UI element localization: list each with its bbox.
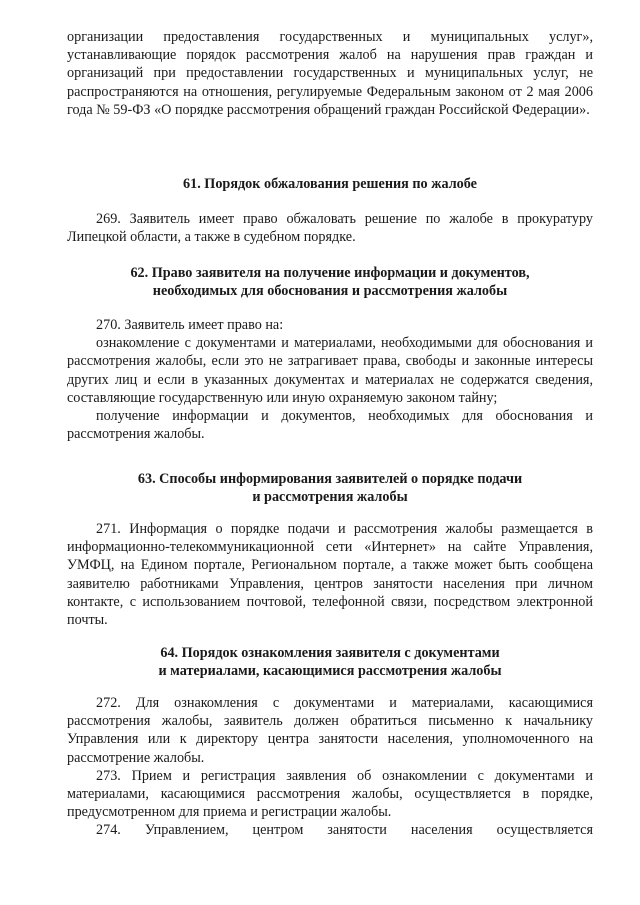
paragraph-270-item-2: получение информации и документов, необходимых для обоснования и рассмотрения жалобы. (67, 408, 593, 443)
paragraph-271: 271. Информация о порядке подачи и рассмотрения жалобы размещается в информационно-телекоммуникационной сети «Интернет» на сайте Управления, УМФЦ, на Едином портале, Региональном портале, а также может быть сообщена заявителю работниками Управления, центров занятости населения при личном контакте, с использованием почтовой, телефонной связи, посредством электронной почты. (67, 521, 593, 629)
paragraph-269: 269. Заявитель имеет право обжаловать решение по жалобе в прокуратуру Липецкой области, а также в судебном порядке. (67, 211, 593, 246)
section-64-body (67, 694, 593, 840)
paragraph-273: 273. Прием и регистрация заявления об ознакомлении с документами и материалами, касающимися рассмотрения жалобы, осуществляется в порядке, предусмотренном для приема и регистрации жалобы. (67, 767, 593, 821)
paragraph-270-item-1: ознакомление с документами и материалами, необходимыми для обоснования и рассмотрения жалобы, если это не затрагивает права, свободы и законные интересы других лиц и если в указанных документах и материалах не содержатся сведения, составляющие государственную или иную охраняемую законом тайну; (67, 335, 593, 406)
section-62-heading (67, 264, 593, 300)
section-64-heading-line2: и материалами, касающимися рассмотрения жалобы (158, 663, 502, 680)
section-62-heading-line2: необходимых для обоснования и рассмотрения жалобы (152, 283, 508, 300)
section-63-heading (67, 470, 593, 506)
section-61-heading: 61. Порядок обжалования решения по жалобе (183, 176, 477, 192)
section-64-heading (67, 644, 593, 680)
section-62-heading-line1: 62. Право заявителя на получение информации и документов, (130, 265, 530, 281)
section-64-heading-line1: 64. Порядок ознакомления заявителя с документами (160, 645, 500, 661)
section-62-body (67, 316, 593, 443)
intro-paragraph: организации предоставления государственных и муниципальных услуг», устанавливающие порядок рассмотрения жалоб на нарушения прав граждан и организаций при предоставлении государственных и муниципальных услуг, не распространяются на отношения, регулируемые Федеральным законом от 2 мая 2006 года № 59-ФЗ «О порядке рассмотрения обращений граждан Российской Федерации». (67, 29, 593, 118)
section-63-heading-line2: и рассмотрения жалобы (252, 489, 408, 506)
paragraph-270: 270. Заявитель имеет право на: (96, 317, 284, 333)
paragraph-274: 274. Управлением, центром занятости населения осуществляется (96, 822, 593, 839)
section-63-heading-line1: 63. Способы информирования заявителей о порядке подачи (137, 471, 523, 487)
section-63-body (67, 520, 593, 629)
section-61-body (67, 210, 593, 246)
intro-section (67, 28, 593, 119)
paragraph-272: 272. Для ознакомления с документами и материалами, касающимися рассмотрения жалобы, заявитель должен обратиться письменно к начальнику Управления или к директору центра занятости населения, уполномоченного на рассмотрение жалобы. (67, 695, 593, 766)
